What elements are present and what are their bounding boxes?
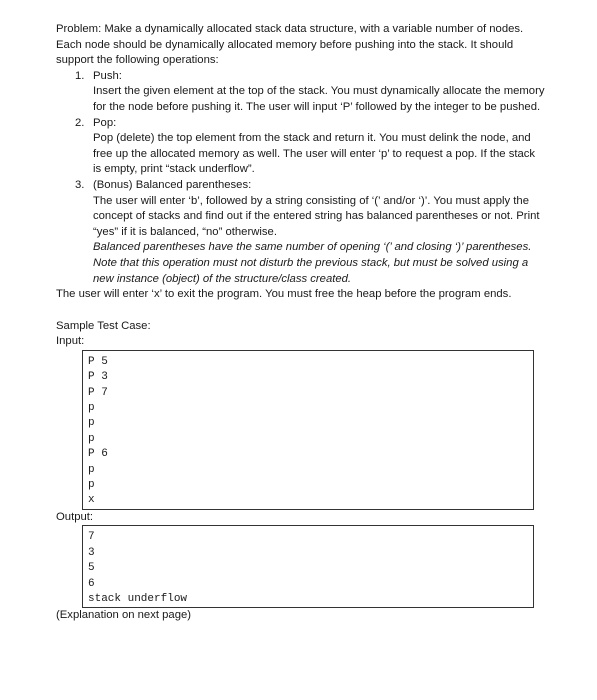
- operation-title: (Bonus) Balanced parentheses:: [93, 178, 252, 191]
- input-line: P 3: [88, 371, 108, 384]
- operations-list: [56, 69, 546, 287]
- input-line: P 5: [88, 355, 108, 368]
- input-line: p: [88, 402, 95, 415]
- operation-title: Pop:: [93, 116, 117, 129]
- operation-push: [56, 69, 546, 116]
- output-line: stack underflow: [88, 592, 188, 605]
- problem-statement: Problem: Make a dynamically allocated stack data structure, with a variable number of nodes. Each node should be dynamically allocated memory before pushing into the stack. It should support the following operations:: [56, 23, 524, 67]
- operation-number: 3.: [75, 178, 85, 191]
- output-line: 5: [88, 562, 95, 575]
- operation-description: Pop (delete) the top element from the stack and return it. You must delink the node, and free up the allocated memory as well. The user will enter ‘p’ to request a pop. If the stack is empty, print “stack underflow”.: [93, 132, 536, 176]
- input-box: [82, 350, 534, 510]
- input-line: p: [88, 432, 95, 445]
- output-line: 3: [88, 546, 95, 559]
- output-box: [82, 525, 534, 608]
- sample-test-case-title: Sample Test Case:: [56, 319, 151, 332]
- input-line: p: [88, 417, 95, 430]
- input-label: Input:: [56, 335, 85, 348]
- operation-description: Insert the given element at the top of the stack. You must dynamically allocate the memory for the node before pushing it. The user will input ‘P’ followed by the integer to be pushed.: [93, 85, 545, 113]
- operation-description: The user will enter ‘b’, followed by a string consisting of ‘(’ and/or ‘)’. You must apply the concept of stacks and find out if the entered string has balanced parentheses or not. Print “yes” if it is balanced, “no” otherwise.: [93, 194, 540, 238]
- operation-balanced-parentheses: [56, 178, 546, 287]
- output-label: Output:: [56, 510, 94, 523]
- input-line: P 7: [88, 386, 108, 399]
- document: [56, 22, 546, 624]
- input-line: p: [88, 479, 95, 491]
- input-line: x: [88, 494, 95, 507]
- exit-note: The user will enter ‘x’ to exit the program. You must free the heap before the program ends.: [56, 288, 512, 301]
- operation-pop: [56, 116, 546, 178]
- operation-note: Balanced parentheses have the same number of opening ‘(’ and closing ‘)’ parentheses. Note that this operation must not disturb the previous stack, but must be solved using a new instance (object) of the structure/class created.: [93, 241, 532, 285]
- output-line: 6: [88, 577, 95, 590]
- operation-number: 2.: [75, 116, 85, 129]
- operation-number: 1.: [75, 69, 85, 82]
- input-line: p: [88, 463, 95, 476]
- operation-title: Push:: [93, 69, 122, 82]
- footer-note: (Explanation on next page): [56, 609, 192, 622]
- output-line: 7: [88, 531, 95, 544]
- input-line: P 6: [88, 448, 108, 461]
